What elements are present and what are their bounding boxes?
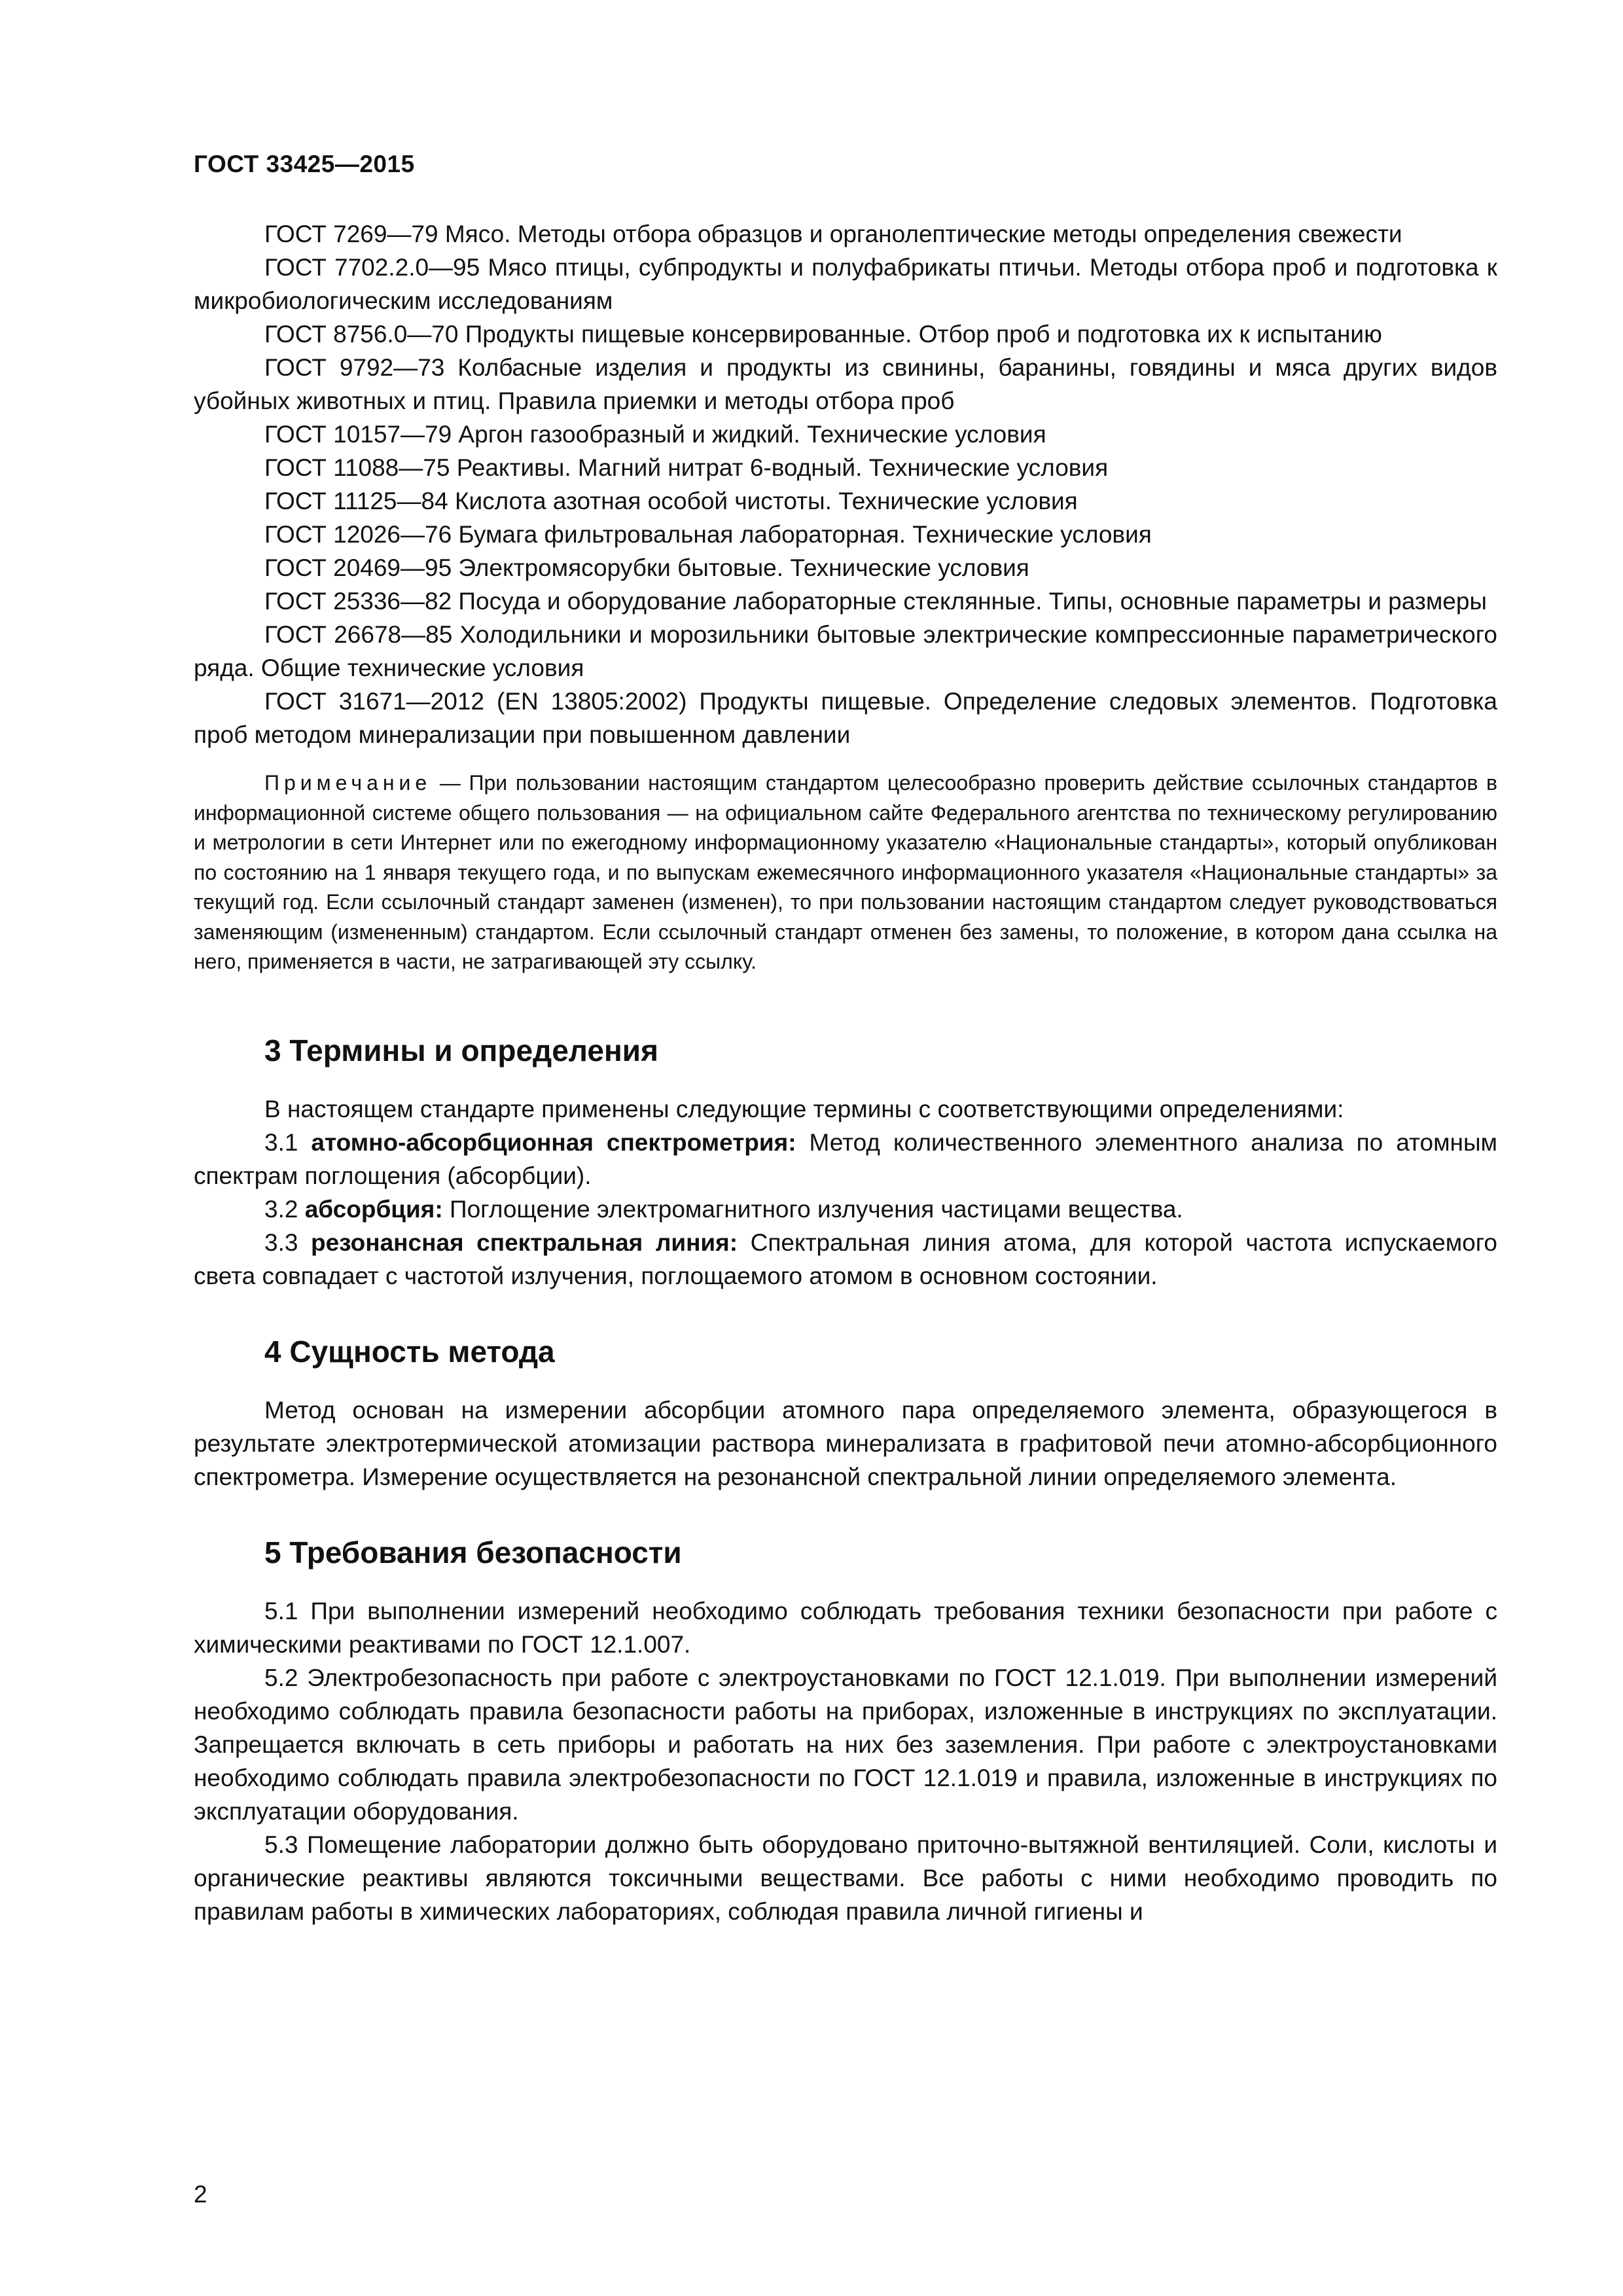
term-text: Поглощение электромагнитного излучения частицами вещества.: [442, 1195, 1183, 1223]
section-paragraph: 5.1 При выполнении измерений необходимо соблюдать требования техники безопасности при работе с химическими реактивами по ГОСТ 12.1.007.: [194, 1597, 1497, 1658]
reference-item: ГОСТ 26678—85 Холодильники и морозильники бытовые электрические компрессионные параметрического ряда. Общие технические условия: [194, 621, 1497, 681]
page-number: 2: [194, 2181, 207, 2208]
term-number: 3.1: [264, 1128, 312, 1156]
reference-item: ГОСТ 11125—84 Кислота азотная особой чистоты. Технические условия: [264, 488, 1078, 514]
section-intro: В настоящем стандарте применены следующие термины с соответствующими определениями:: [264, 1095, 1344, 1122]
term-name: атомно-абсорбционная спектрометрия:: [311, 1128, 796, 1156]
reference-item: ГОСТ 7702.2.0—95 Мясо птицы, субпродукты и полуфабрикаты птичьи. Методы отбора проб и подготовка к микробиологическим исследованиям: [194, 254, 1497, 314]
section-title: 3 Термины и определения: [264, 1033, 658, 1067]
term-definition: [194, 1126, 1497, 1193]
reference-item: ГОСТ 20469—95 Электромясорубки бытовые. Технические условия: [264, 554, 1029, 581]
section-paragraph: Метод основан на измерении абсорбции атомного пара определяемого элемента, образующегося в результате электротермической атомизации раствора минерализата в графитовой печи атомно-абсорбционного спектрометра. Измерение осуществляется на резонансной спектральной линии определяемого элемента.: [194, 1396, 1497, 1490]
reference-item: ГОСТ 12026—76 Бумага фильтровальная лабораторная. Технические условия: [264, 521, 1152, 548]
term-name: резонансная спектральная линия:: [311, 1229, 738, 1256]
term-name: абсорбция:: [304, 1195, 443, 1223]
reference-note: [194, 768, 1497, 977]
reference-item: ГОСТ 9792—73 Колбасные изделия и продукты из свинины, баранины, говядины и мяса других видов убойных животных и птиц. Правила приемки и методы отбора проб: [194, 354, 1497, 414]
section-paragraph: 5.3 Помещение лаборатории должно быть оборудовано приточно-вытяжной вентиляцией. Соли, кислоты и органические реактивы являются токсичными веществами. Все работы с ними необходимо проводить по правилам работы в химических лабораториях, соблюдая правила личной гигиены и: [194, 1831, 1497, 1925]
reference-item: ГОСТ 25336—82 Посуда и оборудование лабораторные стеклянные. Типы, основные параметры и размеры: [264, 588, 1488, 615]
term-definition: [194, 1226, 1497, 1293]
reference-item: ГОСТ 7269—79 Мясо. Методы отбора образцов и органолептические методы определения свежести: [264, 221, 1402, 247]
reference-list: [194, 217, 1497, 751]
reference-item: ГОСТ 10157—79 Аргон газообразный и жидкий. Технические условия: [264, 421, 1046, 448]
section-title: 5 Требования безопасности: [264, 1535, 682, 1570]
page-content: [194, 217, 1497, 1928]
reference-item: ГОСТ 8756.0—70 Продукты пищевые консервированные. Отбор проб и подготовка их к испытанию: [264, 321, 1382, 348]
term-text: Метод количественного элементного анализа по атомным спектрам поглощения (абсорбции).: [194, 1128, 1497, 1189]
term-number: 3.2: [264, 1195, 305, 1223]
section-paragraph: 5.2 Электробезопасность при работе с электроустановками по ГОСТ 12.1.019. При выполнении измерений необходимо соблюдать правила безопасности работы на приборах, изложенные в инструкциях по эксплуатации. Запрещается включать в сеть приборы и работать на них без заземления. При работе с электроустановками необходимо соблюдать правила электробезопасности по ГОСТ 12.1.019 и правила, изложенные в инструкциях по эксплуатации оборудования.: [194, 1664, 1497, 1825]
term-number: 3.3: [264, 1229, 311, 1256]
reference-item: ГОСТ 11088—75 Реактивы. Магний нитрат 6-водный. Технические условия: [264, 454, 1109, 481]
note-text: — При пользовании настоящим стандартом целесообразно проверить действие ссылочных стандартов в информационной системе общего пользования — на официальном сайте Федерального агентства по техническому регулированию и метрологии в сети Интернет или по ежегодному информационному указателю «Национальные стандарты», который опубликован по состоянию на 1 января текущего года, и по выпускам ежемесячного информационного указателя «Национальные стандарты» за текущий год. Если ссылочный стандарт заменен (изменен), то при пользовании настоящим стандартом следует руководствоваться заменяющим (измененным) стандартом. Если ссылочный стандарт отменен без замены, то положение, в котором дана ссылка на него, применяется в части, не затрагивающей эту ссылку.: [194, 771, 1497, 973]
document-header: ГОСТ 33425—2015: [194, 151, 415, 177]
reference-item: ГОСТ 31671—2012 (EN 13805:2002) Продукты пищевые. Определение следовых элементов. Подготовка проб методом минерализации при повышенном давлении: [194, 688, 1497, 748]
term-text: Спектральная линия атома, для которой частота испускаемого света совпадает с частотой излучения, поглощаемого атомом в основном состоянии.: [194, 1229, 1497, 1289]
term-definition: [194, 1193, 1497, 1226]
note-label: Примечание: [264, 771, 432, 795]
section-title: 4 Сущность метода: [264, 1334, 555, 1369]
